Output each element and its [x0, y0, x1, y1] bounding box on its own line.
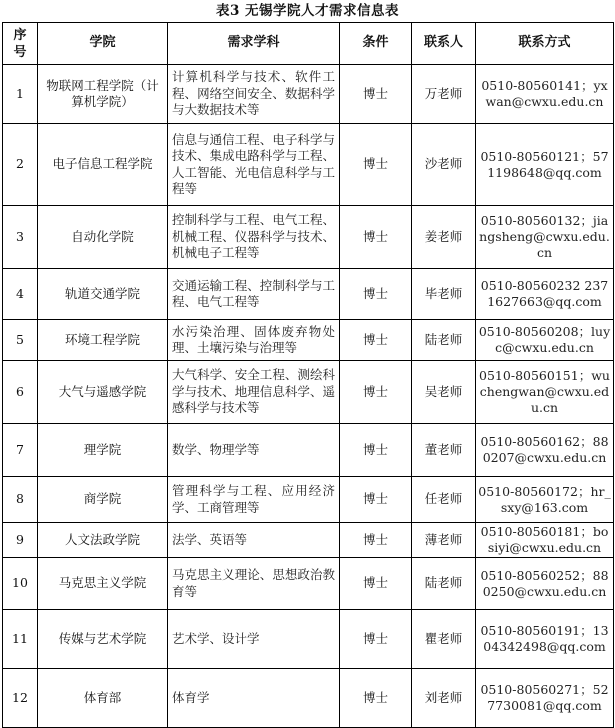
row-college: 理学院 [38, 424, 168, 477]
row-contact-method: 0510-80560162；880207@cwxu.edu.cn [476, 424, 614, 477]
talent-demand-table [2, 22, 614, 728]
row-subject: 水污染治理、固体废弃物处理、土壤污染与治理等 [168, 320, 340, 361]
row-no: 10 [3, 558, 38, 610]
row-condition: 博士 [340, 558, 412, 610]
row-subject: 计算机科学与技术、软件工程、网络空间安全、数据科学与大数据技术等 [168, 65, 340, 124]
row-subject: 控制科学与工程、电气工程、机械工程、仪器科学与技术、机械电子工程等 [168, 206, 340, 269]
row-contact-method: 0510-80560271；527730081@qq.com [476, 669, 614, 728]
row-college: 商学院 [38, 477, 168, 523]
row-condition: 博士 [340, 361, 412, 424]
row-no: 9 [3, 523, 38, 558]
row-condition: 博士 [340, 523, 412, 558]
row-contact-method: 0510-80560181；bosiyi@cwxu.edu.cn [476, 523, 614, 558]
table-row [3, 206, 614, 269]
row-contact-person: 薄老师 [412, 523, 476, 558]
row-no: 3 [3, 206, 38, 269]
row-no: 6 [3, 361, 38, 424]
row-condition: 博士 [340, 610, 412, 669]
row-subject: 管理科学与工程、应用经济学、工商管理等 [168, 477, 340, 523]
row-contact-person: 任老师 [412, 477, 476, 523]
row-contact-method: 0510-80560132；jiangsheng@cwxu.edu.cn [476, 206, 614, 269]
row-condition: 博士 [340, 424, 412, 477]
row-contact-person: 刘老师 [412, 669, 476, 728]
row-contact-method: 0510-80560141；yxwan@cwxu.edu.cn [476, 65, 614, 124]
row-no: 7 [3, 424, 38, 477]
header-subject: 需求学科 [168, 23, 340, 65]
table-title: 表3 无锡学院人才需求信息表 [215, 3, 400, 19]
row-contact-method: 0510-80560191；1304342498@qq.com [476, 610, 614, 669]
row-contact-person: 万老师 [412, 65, 476, 124]
table-row [3, 523, 614, 558]
row-college: 轨道交通学院 [38, 269, 168, 320]
row-contact-method: 0510-80560252；880250@cwxu.edu.cn [476, 558, 614, 610]
header-college: 学院 [38, 23, 168, 65]
row-no: 1 [3, 65, 38, 124]
row-condition: 博士 [340, 206, 412, 269]
row-subject: 大气科学、安全工程、测绘科学与技术、地理信息科学、遥感科学与技术等 [168, 361, 340, 424]
row-contact-method: 0510-80560172；hr_sxy@163.com [476, 477, 614, 523]
row-subject: 马克思主义理论、思想政治教育等 [168, 558, 340, 610]
header-contact-person: 联系人 [412, 23, 476, 65]
row-no: 5 [3, 320, 38, 361]
row-college: 传媒与艺术学院 [38, 610, 168, 669]
row-contact-person: 瞿老师 [412, 610, 476, 669]
row-subject: 数学、物理学等 [168, 424, 340, 477]
row-subject: 体育学 [168, 669, 340, 728]
row-contact-person: 董老师 [412, 424, 476, 477]
row-contact-method: 0510-80560208；luyc@cwxu.edu.cn [476, 320, 614, 361]
table-row [3, 361, 614, 424]
header-no: 序号 [3, 23, 38, 65]
row-subject: 信息与通信工程、电子科学与技术、集成电路科学与工程、人工智能、光电信息科学与工程等 [168, 124, 340, 206]
row-condition: 博士 [340, 124, 412, 206]
row-condition: 博士 [340, 65, 412, 124]
row-condition: 博士 [340, 669, 412, 728]
row-condition: 博士 [340, 320, 412, 361]
table-row [3, 477, 614, 523]
table-row [3, 65, 614, 124]
row-college: 电子信息工程学院 [38, 124, 168, 206]
row-condition: 博士 [340, 477, 412, 523]
row-contact-person: 吴老师 [412, 361, 476, 424]
row-contact-person: 陆老师 [412, 558, 476, 610]
header-condition: 条件 [340, 23, 412, 65]
row-college: 人文法政学院 [38, 523, 168, 558]
table-row [3, 269, 614, 320]
row-no: 8 [3, 477, 38, 523]
row-college: 自动化学院 [38, 206, 168, 269]
row-subject: 交通运输工程、控制科学与工程、电气工程等 [168, 269, 340, 320]
row-subject: 法学、英语等 [168, 523, 340, 558]
row-contact-method: 0510-80560121；571198648@qq.com [476, 124, 614, 206]
row-contact-method: 0510-80560232 2371627663@qq.com [476, 269, 614, 320]
row-no: 4 [3, 269, 38, 320]
row-college: 环境工程学院 [38, 320, 168, 361]
row-condition: 博士 [340, 269, 412, 320]
row-college: 马克思主义学院 [38, 558, 168, 610]
row-contact-person: 陆老师 [412, 320, 476, 361]
row-contact-person: 沙老师 [412, 124, 476, 206]
row-college: 物联网工程学院（计算机学院） [38, 65, 168, 124]
row-subject: 艺术学、设计学 [168, 610, 340, 669]
row-college: 大气与遥感学院 [38, 361, 168, 424]
table-row [3, 610, 614, 669]
row-no: 2 [3, 124, 38, 206]
row-contact-person: 毕老师 [412, 269, 476, 320]
header-contact-method: 联系方式 [476, 23, 614, 65]
row-contact-method: 0510-80560151；wuchengwan@cwxu.edu.cn [476, 361, 614, 424]
table-row [3, 424, 614, 477]
row-college: 体育部 [38, 669, 168, 728]
row-contact-person: 姜老师 [412, 206, 476, 269]
table-row [3, 320, 614, 361]
table-row [3, 124, 614, 206]
row-no: 12 [3, 669, 38, 728]
header-row [3, 23, 614, 65]
table-row [3, 558, 614, 610]
row-no: 11 [3, 610, 38, 669]
